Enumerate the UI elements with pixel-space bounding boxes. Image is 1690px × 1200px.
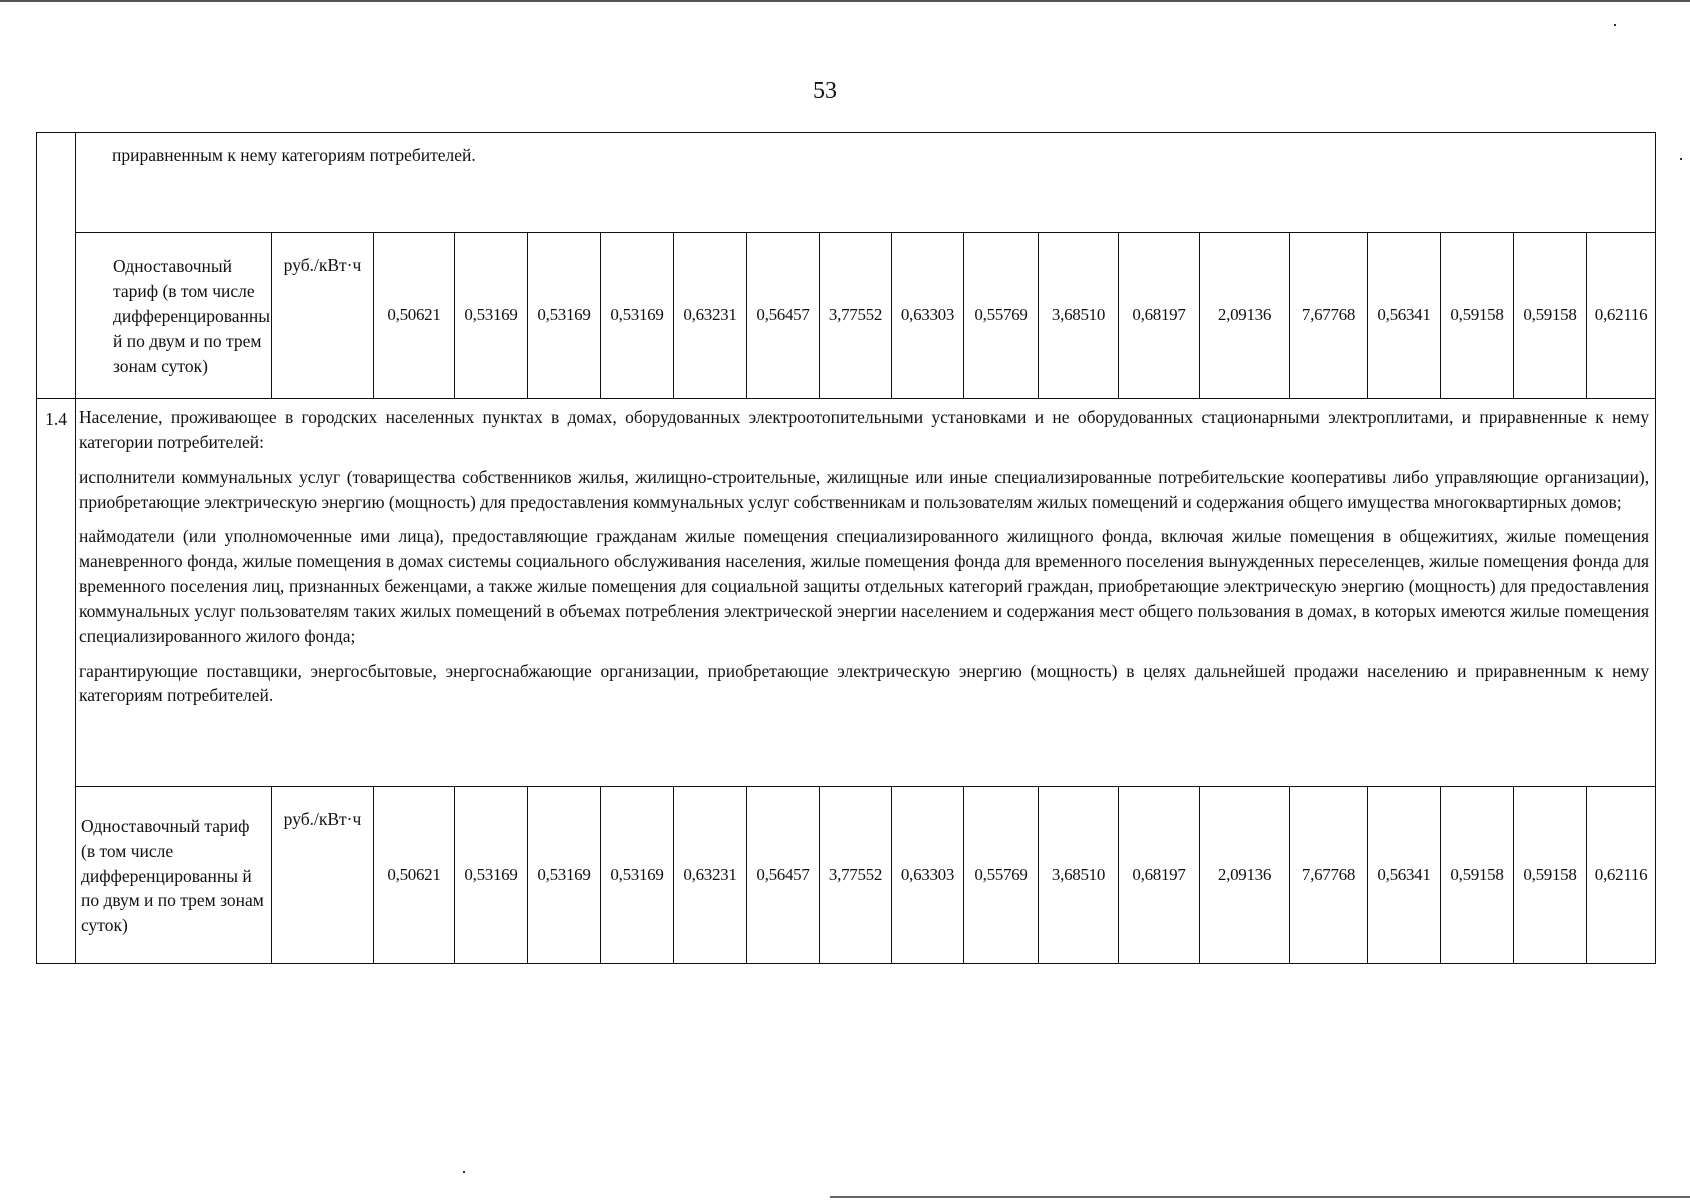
section-1-4-text-row: [37, 399, 1656, 787]
tariff-value: 0,56457: [747, 787, 820, 964]
tariff-label-cell: [76, 233, 272, 399]
scan-speck: [463, 1171, 465, 1173]
scan-bottom-edge: [830, 1196, 1690, 1198]
tariff-value: 3,77552: [820, 787, 892, 964]
section-number-cell-empty: [37, 133, 76, 399]
tariff-unit: руб./кВт·ч: [283, 255, 362, 275]
tariff-value: 2,09136: [1200, 787, 1290, 964]
tariff-value: 0,63303: [892, 787, 964, 964]
tariff-value: 0,62116: [1587, 233, 1656, 399]
tariff-value: 0,63231: [674, 233, 747, 399]
page-number: 53: [813, 78, 837, 104]
tariff-row-1: [37, 233, 1656, 399]
tariff-value: 0,53169: [601, 233, 674, 399]
section-paragraph: гарантирующие поставщики, энергосбытовые, энергоснабжающие организации, приобретающие электрическую энергию (мощность) в целях дальнейшей продажи населению и приравненным к нему категориям потребителей.: [79, 660, 1650, 706]
tariff-value: 0,68197: [1119, 787, 1200, 964]
tariff-value: 0,68197: [1119, 233, 1200, 399]
tariff-value: 0,50621: [374, 787, 455, 964]
tariff-label-cell: [76, 787, 272, 964]
tariff-value: 0,55769: [964, 233, 1039, 399]
continuation-text-cell: [76, 133, 1656, 233]
section-heading-paragraph: Население, проживающее в городских населенных пунктах в домах, оборудованных электроотопительными установками и не оборудованных стационарными электроплитами, и приравненные к нему категории потребителей:: [79, 407, 1650, 452]
tariff-value: 3,77552: [820, 233, 892, 399]
tariff-value: 0,53169: [528, 233, 601, 399]
tariff-value: 0,63231: [674, 787, 747, 964]
tariff-value: 0,56457: [747, 233, 820, 399]
continuation-row: [37, 133, 1656, 233]
tariff-value: 0,59158: [1514, 233, 1587, 399]
tariff-value: 0,62116: [1587, 787, 1656, 964]
continuation-text: приравненным к нему категориям потребителей.: [112, 145, 476, 165]
tariff-value: 7,67768: [1290, 787, 1368, 964]
scan-speck: [1680, 158, 1682, 160]
section-paragraph: исполнители коммунальных услуг (товарищества собственников жилья, жилищно-строительные, жилищные или иные специализированные потребительские кооперативы либо управляющие организации), приобретающие электрическую энергию (мощность) для предоставления коммунальных услуг собственникам и пользователям жилых помещений и содержания общего имущества многоквартирных домов;: [79, 466, 1650, 512]
tariff-value: 0,55769: [964, 787, 1039, 964]
tariff-value: 0,59158: [1441, 233, 1514, 399]
tariff-unit-cell: [272, 233, 374, 399]
tariff-row-2: [37, 787, 1656, 964]
scan-speck: [1614, 24, 1616, 26]
tariff-value: 0,50621: [374, 233, 455, 399]
tariff-value: 0,56341: [1368, 787, 1441, 964]
section-number-cell: [37, 399, 76, 964]
tariff-value: 3,68510: [1039, 233, 1119, 399]
tariff-unit-cell: [272, 787, 374, 964]
tariff-value: 2,09136: [1200, 233, 1290, 399]
tariff-value: 0,63303: [892, 233, 964, 399]
tariff-unit: руб./кВт·ч: [283, 809, 362, 829]
tariff-value: 0,53169: [455, 233, 528, 399]
tariff-value: 0,59158: [1441, 787, 1514, 964]
tariff-label: Одноставочный тариф (в том числе дифференцированны й по двум и по трем зонам суток): [81, 815, 264, 936]
tariff-label: Одноставочный тариф (в том числе дифференцированны й по двум и по трем зонам суток): [113, 256, 271, 376]
scan-top-edge: [0, 0, 1690, 2]
tariff-value: 7,67768: [1290, 233, 1368, 399]
tariff-value: 0,53169: [528, 787, 601, 964]
tariff-value: 3,68510: [1039, 787, 1119, 964]
tariff-value: 0,59158: [1514, 787, 1587, 964]
tariff-value: 0,53169: [455, 787, 528, 964]
tariff-table: [36, 132, 1656, 964]
section-paragraph: наймодатели (или уполномоченные ими лица), предоставляющие гражданам жилые помещения специализированного жилищного фонда, включая жилые помещения в общежитиях, жилые помещения маневренного фонда, жилые помещения в домах системы социального обслуживания населения, жилые помещения фонда для временного поселения вынужденных переселенцев, жилые помещения фонда для временного поселения лиц, признанных беженцами, а также жилые помещения для социальной защиты отдельных категорий граждан, приобретающие электрическую энергию (мощность) для предоставления коммунальных услуг пользователям таких жилых помещений в объемах потребления электрической энергии населением и содержания мест общего пользования в домах, в которых имеются жилые помещения специализированного жилого фонда;: [79, 526, 1650, 646]
section-1-4-text-cell: [76, 399, 1656, 787]
section-number: 1.4: [45, 409, 67, 429]
tariff-value: 0,53169: [601, 787, 674, 964]
tariff-value: 0,56341: [1368, 233, 1441, 399]
